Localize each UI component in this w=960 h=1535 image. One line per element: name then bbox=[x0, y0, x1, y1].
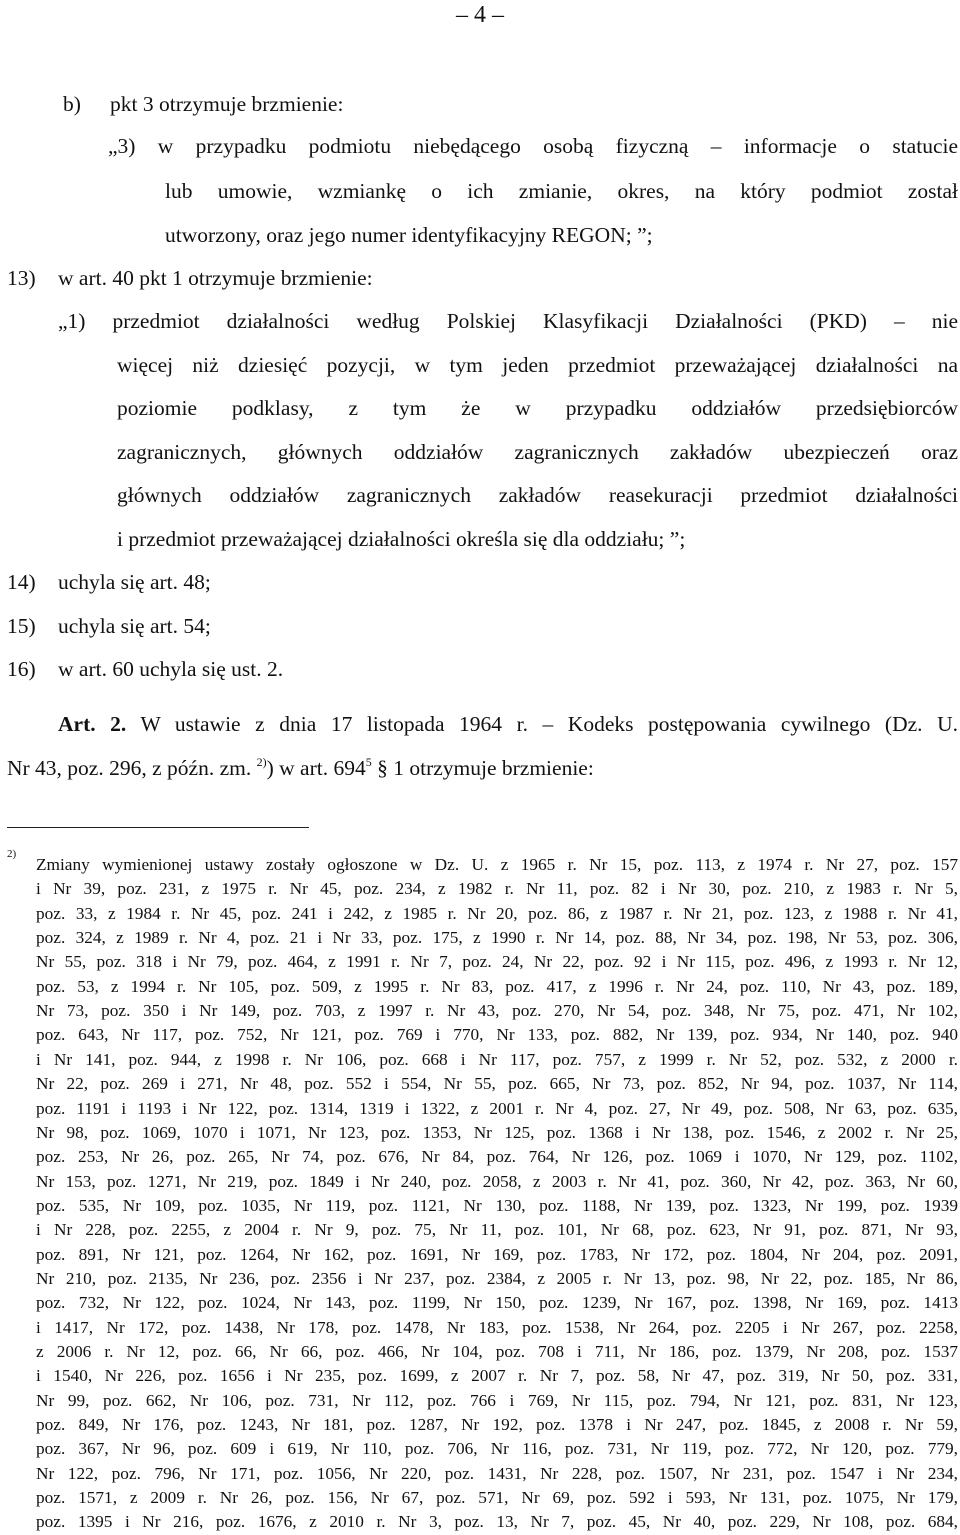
quote1-line3: poziomie podklasy, z tym że w przypadku oddziałów przedsiębiorców bbox=[117, 396, 958, 420]
footnote-line: i Nr 141, poz. 944, z 1998 r. Nr 106, poz. 668 i Nr 117, poz. 757, z 1999 r. Nr 52, poz. 532, z 2000 r. bbox=[36, 1049, 958, 1069]
footnote-line: Nr 122, poz. 796, Nr 171, poz. 1056, Nr 220, poz. 1431, Nr 228, poz. 1507, Nr 231, poz. 1547 i Nr 234, bbox=[36, 1463, 958, 1483]
footnote-line: Nr 98, poz. 1069, 1070 i 1071, Nr 123, poz. 1353, Nr 125, poz. 1368 i Nr 138, poz. 1546, z 2002 r. Nr 25, bbox=[36, 1122, 958, 1142]
footnote-line: poz. 643, Nr 117, poz. 752, Nr 121, poz. 769 i 770, Nr 133, poz. 882, Nr 139, poz. 934, Nr 140, poz. 940 bbox=[36, 1025, 958, 1045]
art2-text: W ustawie z dnia 17 listopada 1964 r. – Kodeks postępowania cywilnego (Dz. U. bbox=[140, 712, 958, 736]
art2-heading: Art. 2. bbox=[58, 712, 127, 736]
art2-line2-a: Nr 43, poz. 296, z późn. zm. bbox=[7, 756, 252, 780]
item-15-text: uchyla się art. 54; bbox=[58, 614, 211, 638]
footnote-separator bbox=[7, 827, 309, 828]
footnote-line: i 1417, Nr 172, poz. 1438, Nr 178, poz. 1478, Nr 183, poz. 1538, Nr 264, poz. 2205 i Nr 267, poz. 2258, bbox=[36, 1317, 958, 1337]
footnote-line: i Nr 228, poz. 2255, z 2004 r. Nr 9, poz. 75, Nr 11, poz. 101, Nr 68, poz. 623, Nr 91, poz. 871, Nr 93, bbox=[36, 1220, 958, 1240]
footnote-line: poz. 324, z 1989 r. Nr 4, poz. 21 i Nr 33, poz. 175, z 1990 r. Nr 14, poz. 88, Nr 34, poz. 198, Nr 53, poz. 306, bbox=[36, 928, 958, 948]
art2-line2-c: § 1 otrzymuje brzmienie: bbox=[371, 756, 594, 780]
footnote-line: poz. 33, z 1984 r. Nr 45, poz. 241 i 242, z 1985 r. Nr 20, poz. 86, z 1987 r. Nr 21, poz. 123, z 1988 r. Nr 41, bbox=[36, 903, 958, 923]
art-superscript: 5 bbox=[365, 755, 372, 769]
footnote-line: Nr 99, poz. 662, Nr 106, poz. 731, Nr 112, poz. 766 i 769, Nr 115, poz. 794, Nr 121, poz. 831, Nr 123, bbox=[36, 1390, 958, 1410]
footnote-line: Nr 73, poz. 350 i Nr 149, poz. 703, z 1997 r. Nr 43, poz. 270, Nr 54, poz. 348, Nr 75, poz. 471, Nr 102, bbox=[36, 1001, 958, 1021]
quote1-line1: „1) przedmiot działalności według Polskiej Klasyfikacji Działalności (PKD) – nie bbox=[58, 309, 958, 333]
footnote-line: poz. 1571, z 2009 r. Nr 26, poz. 156, Nr 67, poz. 571, Nr 69, poz. 592 i 593, Nr 131, poz. 1075, Nr 179, bbox=[36, 1488, 958, 1508]
item-14-text: uchyla się art. 48; bbox=[58, 570, 211, 594]
footnote-line: poz. 253, Nr 26, poz. 265, Nr 74, poz. 676, Nr 84, poz. 764, Nr 126, poz. 1069 i 1070, Nr 129, poz. 1102, bbox=[36, 1147, 958, 1167]
item-16-text: w art. 60 uchyla się ust. 2. bbox=[58, 657, 284, 681]
footnote-line: z 2006 r. Nr 12, poz. 66, Nr 66, poz. 466, Nr 104, poz. 708 i 711, Nr 186, poz. 1379, Nr 208, poz. 1537 bbox=[36, 1342, 958, 1361]
quote1-line6: i przedmiot przeważającej działalności określa się dla oddziału; ”; bbox=[117, 527, 686, 551]
footnote-line: poz. 535, Nr 109, poz. 1035, Nr 119, poz. 1121, Nr 130, poz. 1188, Nr 139, poz. 1323, Nr 199, poz. 1939 bbox=[36, 1195, 958, 1215]
footnote-line: poz. 849, Nr 176, poz. 1243, Nr 181, poz. 1287, Nr 192, poz. 1378 i Nr 247, poz. 1845, z 2008 r. Nr 59, bbox=[36, 1415, 958, 1435]
footnote-line: poz. 1191 i 1193 i Nr 122, poz. 1314, 1319 i 1322, z 2001 r. Nr 4, poz. 27, Nr 49, poz. 508, Nr 63, poz. 635, bbox=[36, 1098, 958, 1118]
quote1-line5: głównych oddziałów zagranicznych zakładów reasekuracji przedmiot działalności bbox=[117, 483, 958, 507]
quote3-line2: lub umowie, wzmiankę o ich zmianie, okres, na który podmiot został bbox=[165, 179, 958, 203]
footnote-ref: 2) bbox=[256, 755, 267, 769]
quote3-line1: „3) w przypadku podmiotu niebędącego osobą fizyczną – informacje o statucie bbox=[108, 134, 958, 158]
item-13-label: 13) bbox=[7, 266, 36, 290]
footnote-line: poz. 367, Nr 96, poz. 609 i 619, Nr 110, poz. 706, Nr 116, poz. 731, Nr 119, poz. 772, Nr 120, poz. 779, bbox=[36, 1439, 958, 1459]
footnote-line: i Nr 39, poz. 231, z 1975 r. Nr 45, poz. 234, z 1982 r. Nr 11, poz. 82 i Nr 30, poz. 210, z 1983 r. Nr 5, bbox=[36, 879, 958, 899]
item-16-label: 16) bbox=[7, 657, 36, 681]
item-b-label: b) bbox=[63, 92, 81, 116]
art2-line2-b: ) w art. 694 bbox=[266, 756, 366, 780]
quote1-line4: zagranicznych, głównych oddziałów zagranicznych zakładów ubezpieczeń oraz bbox=[117, 440, 958, 464]
art2-line1 bbox=[58, 714, 958, 736]
footnote-line: poz. 1395 i Nr 216, poz. 1676, z 2010 r. Nr 3, poz. 13, Nr 7, poz. 45, Nr 40, poz. 229, Nr 108, poz. 684, bbox=[36, 1512, 958, 1532]
quote1-line2: więcej niż dziesięć pozycji, w tym jeden przedmiot przeważającej działalności na bbox=[117, 353, 958, 377]
footnote-line: poz. 891, Nr 121, poz. 1264, Nr 162, poz. 1691, Nr 169, poz. 1783, Nr 172, poz. 1804, Nr 204, poz. 2091, bbox=[36, 1244, 958, 1264]
footnote-line: poz. 53, z 1994 r. Nr 105, poz. 509, z 1995 r. Nr 83, poz. 417, z 1996 r. Nr 24, poz. 110, Nr 43, poz. 189, bbox=[36, 976, 958, 996]
footnote-line: Zmiany wymienionej ustawy zostały ogłoszone w Dz. U. z 1965 r. Nr 15, poz. 113, z 1974 r. Nr 27, poz. 157 bbox=[36, 855, 958, 874]
quote3-line3: utworzony, oraz jego numer identyfikacyjny REGON; ”; bbox=[165, 223, 653, 247]
footnote-line: poz. 732, Nr 122, poz. 1024, Nr 143, poz. 1199, Nr 150, poz. 1239, Nr 167, poz. 1398, Nr 169, poz. 1413 bbox=[36, 1293, 958, 1313]
footnote-line: i 1540, Nr 226, poz. 1656 i Nr 235, poz. 1699, z 2007 r. Nr 7, poz. 58, Nr 47, poz. 319, Nr 50, poz. 331, bbox=[36, 1366, 958, 1386]
footnote-marker: 2) bbox=[7, 848, 17, 860]
footnote-line: Nr 210, poz. 2135, Nr 236, poz. 2356 i Nr 237, poz. 2384, z 2005 r. Nr 13, poz. 98, Nr 22, poz. 185, Nr 86, bbox=[36, 1268, 958, 1288]
art2-line2 bbox=[7, 755, 594, 780]
item-15-label: 15) bbox=[7, 614, 36, 638]
page-number: – 4 – bbox=[456, 2, 504, 28]
item-b-text: pkt 3 otrzymuje brzmienie: bbox=[110, 92, 344, 116]
item-13-text: w art. 40 pkt 1 otrzymuje brzmienie: bbox=[58, 266, 373, 290]
footnote-line: Nr 153, poz. 1271, Nr 219, poz. 1849 i Nr 240, poz. 2058, z 2003 r. Nr 41, poz. 360, Nr 42, poz. 363, Nr 60, bbox=[36, 1171, 958, 1191]
item-14-label: 14) bbox=[7, 570, 36, 594]
footnote-line: Nr 55, poz. 318 i Nr 79, poz. 464, z 1991 r. Nr 7, poz. 24, Nr 22, poz. 92 i Nr 115, poz. 496, z 1993 r. Nr 12, bbox=[36, 952, 958, 972]
footnote-line: Nr 22, poz. 269 i 271, Nr 48, poz. 552 i 554, Nr 55, poz. 665, Nr 73, poz. 852, Nr 94, poz. 1037, Nr 114, bbox=[36, 1074, 958, 1094]
